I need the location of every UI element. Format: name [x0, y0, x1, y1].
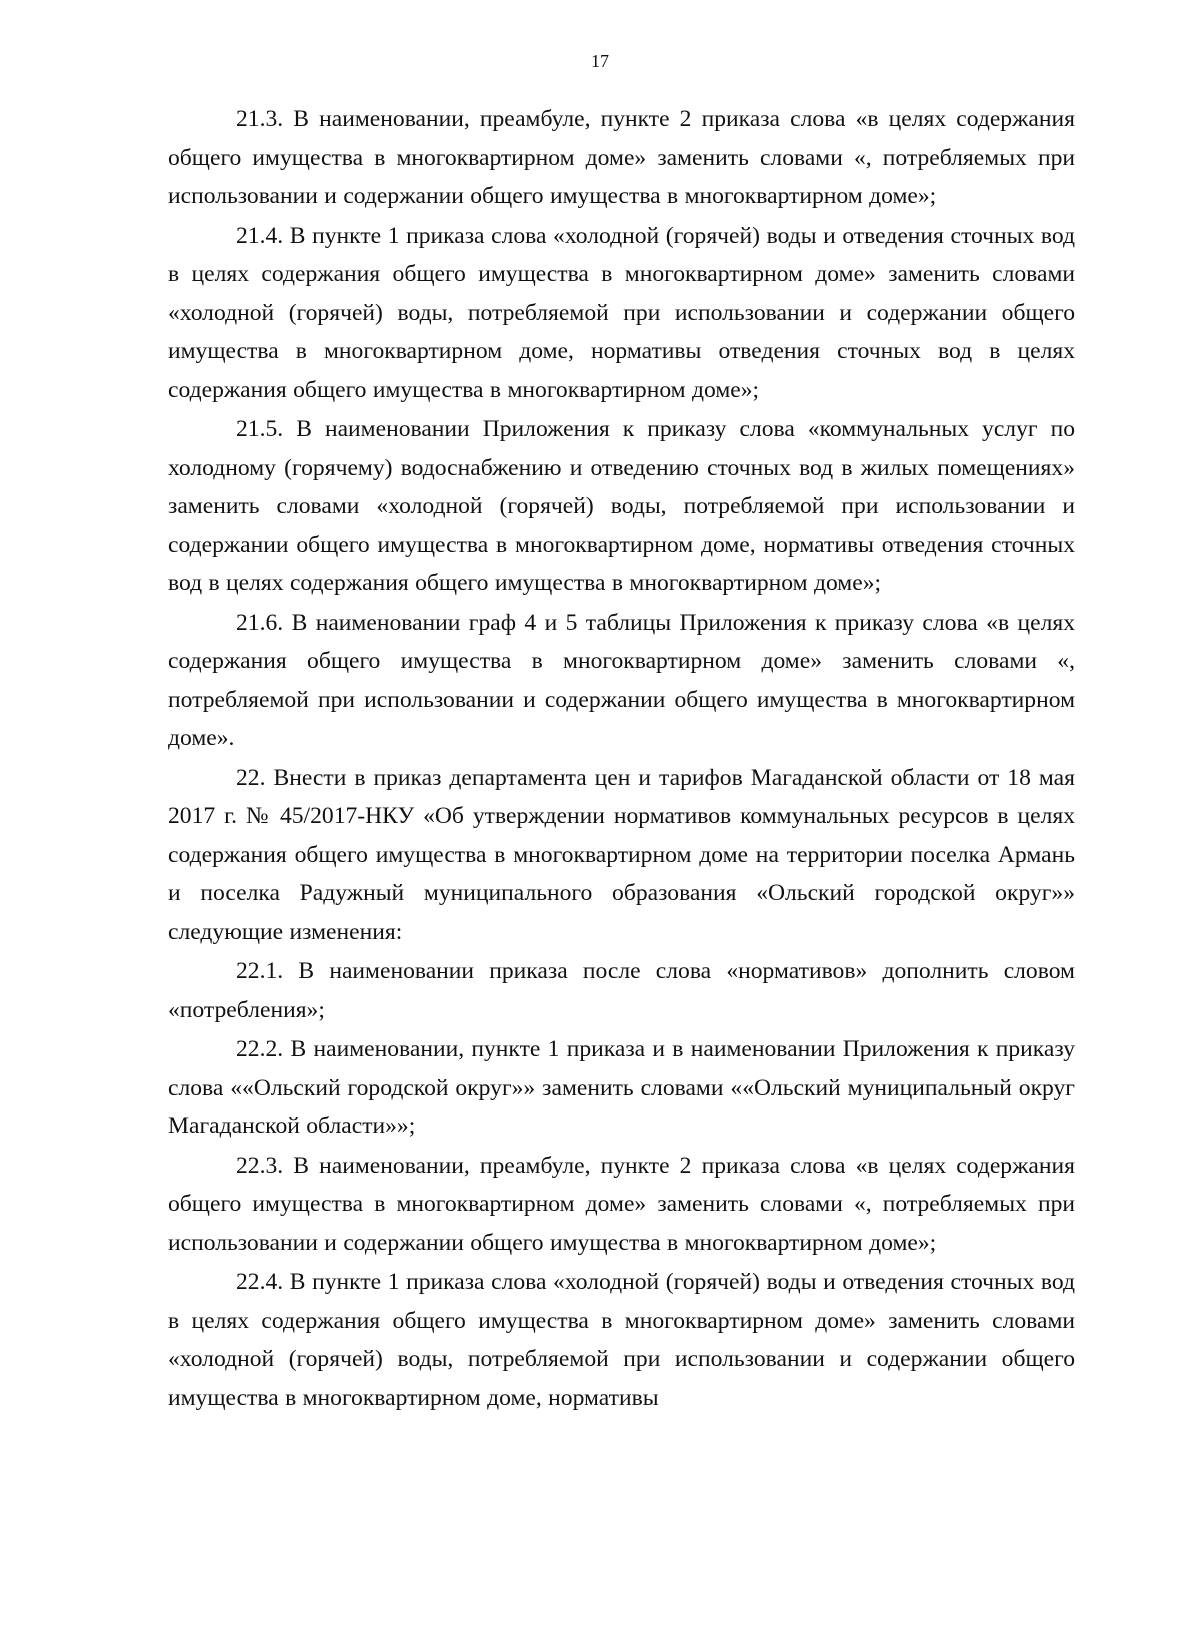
page-number: 17	[591, 51, 609, 71]
paragraph-22-2: 22.2. В наименовании, пункте 1 приказа и в наименовании Приложения к приказу слова ««Ольский городской округ»» заменить словами ««Ольский муниципальный округ Магаданской области»»;	[168, 1036, 1075, 1139]
paragraph-22-1: 22.1. В наименовании приказа после слова «нормативов» дополнить словом «потребления»;	[168, 958, 1075, 1023]
document-body	[168, 100, 1075, 1418]
paragraph-22: 22. Внести в приказ департамента цен и тарифов Магаданской области от 18 мая 2017 г. № 45/2017-НКУ «Об утверждении нормативов коммунальных ресурсов в целях содержания общего имущества в многоквартирном доме на территории поселка Армань и поселка Радужный муниципального образования «Ольский городской округ»» следующие изменения:	[168, 764, 1075, 945]
paragraph-21-5: 21.5. В наименовании Приложения к приказу слова «коммунальных услуг по холодному (горячему) водоснабжению и отведению сточных вод в жилых помещениях» заменить словами «холодной (горячей) воды, потребляемой при использовании и содержании общего имущества в многоквартирном доме, нормативы отведения сточных вод в целях содержания общего имущества в многоквартирном доме»;	[168, 416, 1075, 596]
paragraph-21-4: 21.4. В пункте 1 приказа слова «холодной (горячей) воды и отведения сточных вод в целях содержания общего имущества в многоквартирном доме» заменить словами «холодной (горячей) воды, потребляемой при использовании и содержании общего имущества в многоквартирном доме, нормативы отведения сточных вод в целях содержания общего имущества в многоквартирном доме»;	[168, 222, 1075, 403]
paragraph-21-6: 21.6. В наименовании граф 4 и 5 таблицы Приложения к приказу слова «в целях содержания общего имущества в многоквартирном доме» заменить словами «, потребляемой при использовании и содержании общего имущества в многоквартирном доме».	[168, 609, 1075, 751]
paragraph-21-3: 21.3. В наименовании, преамбуле, пункте 2 приказа слова «в целях содержания общего имущества в многоквартирном доме» заменить словами «, потребляемых при использовании и содержании общего имущества в многоквартирном доме»;	[168, 106, 1075, 209]
paragraph-22-4: 22.4. В пункте 1 приказа слова «холодной (горячей) воды и отведения сточных вод в целях содержания общего имущества в многоквартирном доме» заменить словами «холодной (горячей) воды, потребляемой при использовании и содержании общего имущества в многоквартирном доме, нормативы	[168, 1269, 1075, 1411]
paragraph-22-3: 22.3. В наименовании, преамбуле, пункте 2 приказа слова «в целях содержания общего имущества в многоквартирном доме» заменить словами «, потребляемых при использовании и содержании общего имущества в многоквартирном доме»;	[168, 1152, 1075, 1256]
